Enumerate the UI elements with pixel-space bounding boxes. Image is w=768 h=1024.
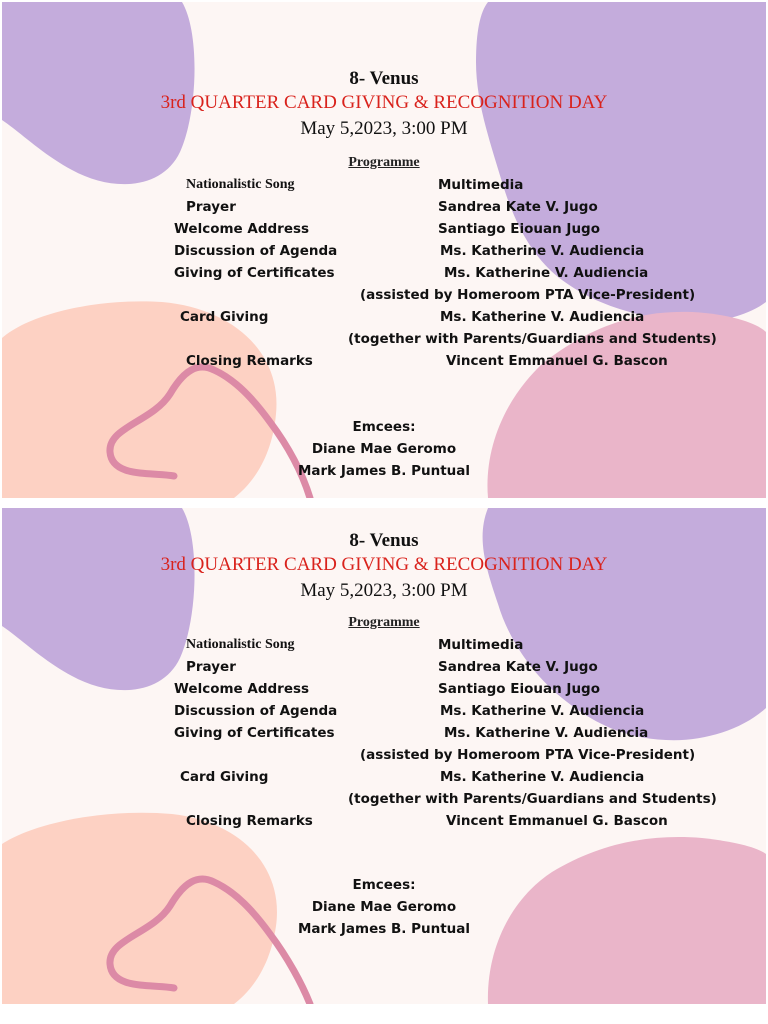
programme-card [2, 2, 766, 498]
programme-part: Discussion of Agenda [174, 243, 338, 259]
programme-part: Card Giving [180, 769, 269, 785]
programme-heading: Programme [348, 155, 420, 170]
emcees-heading: Emcees: [352, 877, 416, 893]
programme-person: Santiago Eiouan Jugo [438, 221, 600, 237]
event-title: 3rd QUARTER CARD GIVING & RECOGNITION DAY [160, 554, 608, 575]
programme-person: Ms. Katherine V. Audiencia [444, 265, 649, 281]
programme-part: Card Giving [180, 309, 269, 325]
programme-part: Welcome Address [174, 221, 310, 237]
programme-part: Nationalistic Song [186, 177, 295, 192]
programme-person: Vincent Emmanuel G. Bascon [446, 353, 668, 369]
programme-person: Sandrea Kate V. Jugo [438, 199, 598, 215]
programme-person: Ms. Katherine V. Audiencia [440, 769, 645, 785]
programme-person: Santiago Eiouan Jugo [438, 681, 600, 697]
programme-part: Welcome Address [174, 681, 310, 697]
class-name: 8- Venus [349, 530, 419, 551]
programme-note: (together with Parents/Guardians and Students) [348, 331, 717, 347]
emcees-heading: Emcees: [352, 419, 416, 435]
programme-note: (assisted by Homeroom PTA Vice-President) [360, 747, 696, 763]
emcee-name: Diane Mae Geromo [311, 441, 457, 457]
emcee-name: Diane Mae Geromo [311, 899, 457, 915]
programme-part: Prayer [186, 199, 236, 215]
programme-person: Ms. Katherine V. Audiencia [440, 243, 645, 259]
programme-heading: Programme [348, 615, 420, 630]
programme-person: Sandrea Kate V. Jugo [438, 659, 598, 675]
event-date-time: May 5,2023, 3:00 PM [300, 118, 468, 139]
programme-part: Closing Remarks [186, 353, 313, 369]
programme-part: Closing Remarks [186, 813, 313, 829]
programme-part: Giving of Certificates [174, 725, 335, 741]
programme-part: Discussion of Agenda [174, 703, 338, 719]
programme-person: Ms. Katherine V. Audiencia [444, 725, 649, 741]
class-name: 8- Venus [349, 68, 419, 89]
programme-note: (assisted by Homeroom PTA Vice-President) [360, 287, 696, 303]
programme-person: Multimedia [438, 177, 524, 193]
programme-person: Ms. Katherine V. Audiencia [440, 703, 645, 719]
event-date-time: May 5,2023, 3:00 PM [300, 580, 468, 601]
emcee-name: Mark James B. Puntual [297, 463, 470, 479]
emcee-name: Mark James B. Puntual [297, 921, 470, 937]
programme-note: (together with Parents/Guardians and Students) [348, 791, 717, 807]
programme-person: Vincent Emmanuel G. Bascon [446, 813, 668, 829]
programme-part: Prayer [186, 659, 236, 675]
programme-card [2, 508, 766, 1004]
event-title: 3rd QUARTER CARD GIVING & RECOGNITION DAY [160, 92, 608, 113]
programme-person: Multimedia [438, 637, 524, 653]
programme-person: Ms. Katherine V. Audiencia [440, 309, 645, 325]
programme-part: Giving of Certificates [174, 265, 335, 281]
programme-part: Nationalistic Song [186, 637, 295, 652]
